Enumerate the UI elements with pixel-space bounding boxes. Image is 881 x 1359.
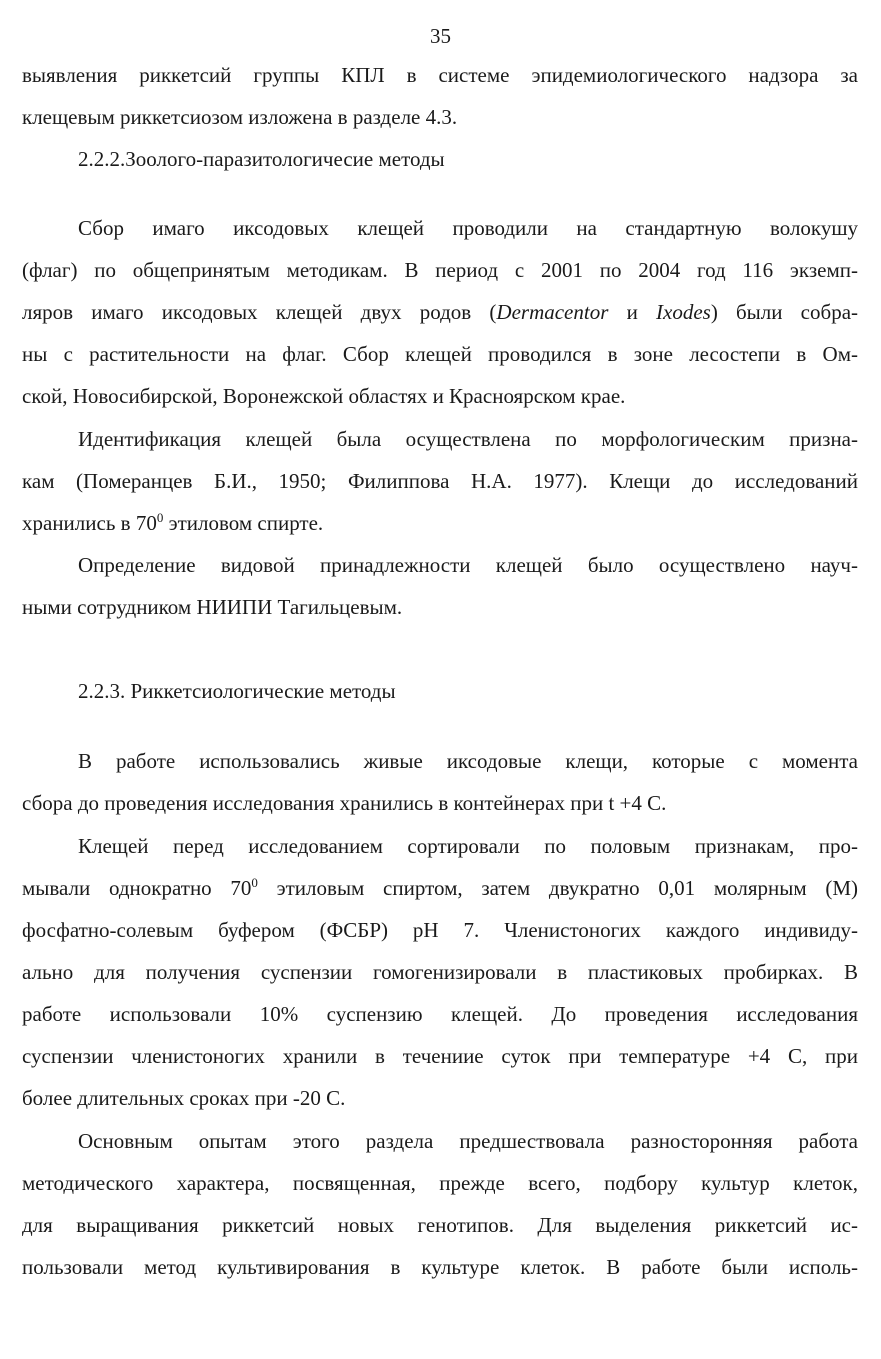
text-segment: ) были собра- xyxy=(710,300,859,324)
text-line xyxy=(22,60,858,90)
superscript: 0 xyxy=(156,510,164,525)
italic-term: Ixodes xyxy=(656,300,711,324)
text-segment: Определение видовой принадлежности клещей было осуществлено науч- xyxy=(78,553,858,577)
text-line xyxy=(22,1041,858,1071)
text-line xyxy=(78,213,858,243)
text-segment: более длительных сроках при -20 С. xyxy=(22,1086,346,1110)
section-heading xyxy=(78,144,858,174)
text-segment: выявления риккетсий группы КПЛ в системе эпидемиологического надзора за xyxy=(22,63,858,87)
text-segment: кам (Померанцев Б.И., 1950; Филиппова Н.А. 1977). Клещи до исследований xyxy=(22,469,858,493)
text-segment: методического характера, посвященная, прежде всего, подбору культур клеток, xyxy=(22,1171,858,1195)
text-segment: хранились в 70 xyxy=(22,511,157,535)
text-line xyxy=(22,255,858,285)
text-line xyxy=(78,424,858,454)
section-heading xyxy=(78,676,858,706)
text-segment: ально для получения суспензии гомогенизировали в пластиковых пробирках. В xyxy=(22,960,858,984)
text-line xyxy=(22,102,858,132)
text-line xyxy=(78,831,858,861)
text-line xyxy=(22,915,858,945)
text-line xyxy=(22,339,858,369)
text-segment: Идентификация клещей была осуществлена по морфологическим призна- xyxy=(78,427,858,451)
text-segment: этиловом спирте. xyxy=(163,511,324,535)
text-line xyxy=(22,297,858,327)
text-line xyxy=(22,592,858,622)
text-segment: сбора до проведения исследования хранились в контейнерах при t +4 С. xyxy=(22,791,667,815)
text-line xyxy=(78,1126,858,1156)
text-line xyxy=(22,1168,858,1198)
text-line xyxy=(22,873,858,903)
text-line xyxy=(22,788,858,818)
text-segment: пользовали метод культивирования в культуре клеток. В работе были исполь- xyxy=(22,1255,858,1279)
text-line xyxy=(22,1083,858,1113)
text-segment: для выращивания риккетсий новых генотипов. Для выделения риккетсий ис- xyxy=(22,1213,858,1237)
text-segment: этиловым спиртом, затем двукратно 0,01 молярным (М) xyxy=(257,876,858,900)
italic-term: Dermacentor xyxy=(496,300,609,324)
text-line xyxy=(22,466,858,496)
text-segment: ской, Новосибирской, Воронежской областях и Красноярском крае. xyxy=(22,384,626,408)
text-line xyxy=(22,1252,858,1282)
text-line xyxy=(78,746,858,776)
text-segment: Основным опытам этого раздела предшествовала разносторонняя работа xyxy=(78,1129,858,1153)
text-segment: В работе использовались живые иксодовые клещи, которые с момента xyxy=(78,749,858,773)
text-line xyxy=(22,1210,858,1240)
text-segment: Клещей перед исследованием сортировали по половым признакам, про- xyxy=(78,834,858,858)
text-segment: 2.2.3. Риккетсиологические методы xyxy=(78,679,396,703)
text-line xyxy=(22,381,858,411)
text-segment: мывали однократно 70 xyxy=(22,876,252,900)
text-segment: 2.2.2.Зоолого-паразитологичесие методы xyxy=(78,147,445,171)
text-segment: суспензии членистоногих хранили в течениие суток при температуре +4 С, при xyxy=(22,1044,858,1068)
text-segment: работе использовали 10% суспензию клещей. До проведения исследования xyxy=(22,1002,858,1026)
superscript: 0 xyxy=(251,875,258,890)
text-segment: и xyxy=(608,300,656,324)
text-segment: Сбор имаго иксодовых клещей проводили на стандартную волокушу xyxy=(78,216,858,240)
text-segment: (флаг) по общепринятым методикам. В период с 2001 по 2004 год 116 экземп- xyxy=(22,258,858,282)
text-line xyxy=(22,508,858,538)
text-segment: ляров имаго иксодовых клещей двух родов ( xyxy=(22,300,497,324)
text-line xyxy=(78,550,858,580)
text-segment: фосфатно-солевым буфером (ФСБР) рН 7. Членистоногих каждого индивиду- xyxy=(22,918,858,942)
text-segment: клещевым риккетсиозом изложена в разделе 4.3. xyxy=(22,105,458,129)
page-number: 35 xyxy=(430,24,451,48)
text-line xyxy=(22,999,858,1029)
text-segment: ными сотрудником НИИПИ Тагильцевым. xyxy=(22,595,403,619)
text-line xyxy=(22,957,858,987)
text-segment: ны с растительности на флаг. Сбор клещей проводился в зоне лесостепи в Ом- xyxy=(22,342,858,366)
